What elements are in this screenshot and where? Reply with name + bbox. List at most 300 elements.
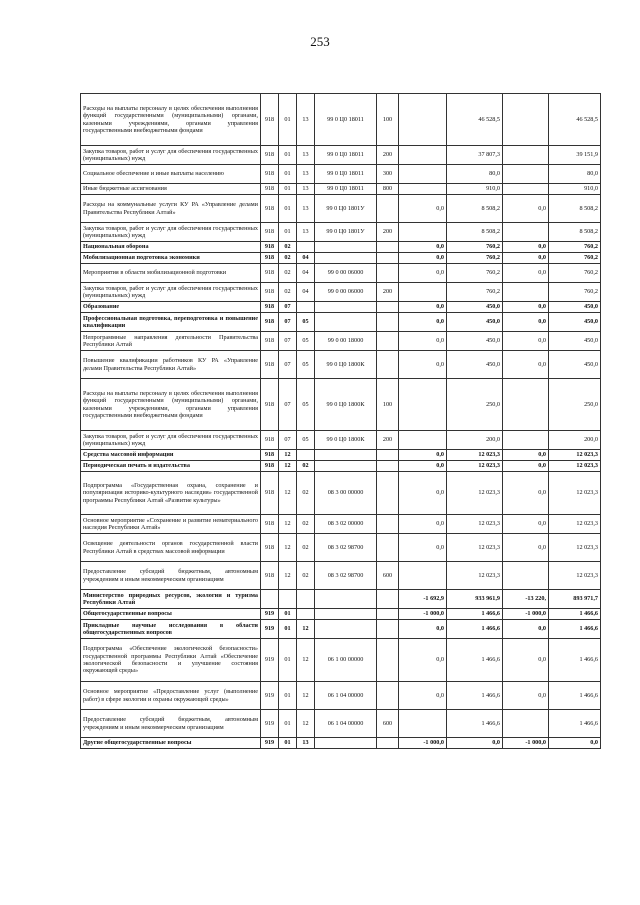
row-expense-type	[377, 534, 399, 562]
row-value-2: 450,0	[447, 313, 503, 332]
row-target-article: 99 0 Ц0 1801У	[315, 223, 377, 242]
row-value-2: 450,0	[447, 332, 503, 351]
row-value-1: 0,0	[399, 450, 447, 461]
row-section: 07	[279, 431, 297, 450]
row-value-3: 0,0	[503, 461, 549, 472]
row-section: 02	[279, 242, 297, 253]
row-value-3	[503, 283, 549, 302]
page-number: 253	[310, 34, 330, 49]
row-section: 07	[279, 302, 297, 313]
table-row	[81, 302, 601, 313]
row-grbs: 919	[261, 620, 279, 639]
row-target-article	[315, 590, 377, 609]
row-grbs	[261, 590, 279, 609]
row-section: 01	[279, 620, 297, 639]
row-value-3: 0,0	[503, 682, 549, 710]
row-value-4: 760,2	[549, 264, 601, 283]
table-row	[81, 264, 601, 283]
row-grbs: 918	[261, 264, 279, 283]
row-value-3: 0,0	[503, 351, 549, 379]
row-value-4: 1 466,6	[549, 710, 601, 738]
row-subsection	[297, 302, 315, 313]
row-value-3	[503, 184, 549, 195]
row-value-3	[503, 146, 549, 165]
row-section: 02	[279, 264, 297, 283]
row-value-1: -1 692,9	[399, 590, 447, 609]
table-row	[81, 461, 601, 472]
row-name: Закупка товаров, работ и услуг для обеспечения государственных (муниципальных) нужд	[81, 283, 261, 302]
row-subsection: 13	[297, 223, 315, 242]
row-value-4: 250,0	[549, 379, 601, 431]
row-target-article: 99 0 00 06000	[315, 264, 377, 283]
row-expense-type: 100	[377, 94, 399, 146]
table-row	[81, 253, 601, 264]
row-section: 07	[279, 313, 297, 332]
row-value-3: 0,0	[503, 195, 549, 223]
row-value-2: 450,0	[447, 302, 503, 313]
row-value-4: 12 023,3	[549, 461, 601, 472]
row-target-article	[315, 461, 377, 472]
row-grbs: 918	[261, 472, 279, 515]
row-expense-type	[377, 242, 399, 253]
row-value-2: 450,0	[447, 351, 503, 379]
row-value-1: 0,0	[399, 620, 447, 639]
row-value-2: 12 023,3	[447, 472, 503, 515]
row-grbs: 918	[261, 242, 279, 253]
row-grbs: 919	[261, 639, 279, 682]
row-grbs: 918	[261, 94, 279, 146]
row-value-2: 760,2	[447, 253, 503, 264]
row-value-2: 37 807,3	[447, 146, 503, 165]
row-value-2: 46 528,5	[447, 94, 503, 146]
row-value-4: 893 971,7	[549, 590, 601, 609]
row-value-4: 12 023,3	[549, 515, 601, 534]
row-value-2: 200,0	[447, 431, 503, 450]
row-value-2: 250,0	[447, 379, 503, 431]
row-expense-type	[377, 253, 399, 264]
row-target-article: 99 0 Ц0 1801У	[315, 195, 377, 223]
row-value-1: -1 000,0	[399, 609, 447, 620]
row-expense-type	[377, 264, 399, 283]
row-grbs: 919	[261, 738, 279, 749]
row-value-3: 0,0	[503, 620, 549, 639]
row-name: Предоставление субсидий бюджетным, автономным учреждениям и иным некоммерческим организациям	[81, 710, 261, 738]
row-subsection: 04	[297, 283, 315, 302]
row-section: 01	[279, 146, 297, 165]
row-value-4: 760,2	[549, 242, 601, 253]
row-name: Закупка товаров, работ и услуг для обеспечения государственных (муниципальных) нужд	[81, 146, 261, 165]
table-body	[81, 94, 601, 749]
row-section: 12	[279, 515, 297, 534]
row-subsection	[297, 609, 315, 620]
row-name: Периодическая печать и издательства	[81, 461, 261, 472]
row-section: 12	[279, 450, 297, 461]
row-section: 07	[279, 332, 297, 351]
row-target-article	[315, 253, 377, 264]
row-value-1: 0,0	[399, 639, 447, 682]
row-value-1: -1 000,0	[399, 738, 447, 749]
row-value-2: 1 466,6	[447, 710, 503, 738]
row-value-1: 0,0	[399, 682, 447, 710]
row-value-1: 0,0	[399, 242, 447, 253]
row-subsection: 12	[297, 710, 315, 738]
row-expense-type: 200	[377, 146, 399, 165]
row-value-3	[503, 223, 549, 242]
row-expense-type	[377, 682, 399, 710]
row-section: 02	[279, 283, 297, 302]
row-value-3: -13 220,	[503, 590, 549, 609]
table-row	[81, 184, 601, 195]
row-value-1: 0,0	[399, 351, 447, 379]
row-name: Повышение квалификации работников КУ РА «Управление делами Правительства Республики Алтай»	[81, 351, 261, 379]
row-target-article: 06 1 04 00000	[315, 682, 377, 710]
row-target-article	[315, 738, 377, 749]
row-value-2: 910,0	[447, 184, 503, 195]
row-grbs: 918	[261, 534, 279, 562]
row-target-article: 99 0 00 06000	[315, 283, 377, 302]
row-section: 12	[279, 461, 297, 472]
row-subsection: 04	[297, 264, 315, 283]
table-row	[81, 431, 601, 450]
row-value-3: 0,0	[503, 472, 549, 515]
row-expense-type	[377, 351, 399, 379]
row-value-3	[503, 165, 549, 184]
row-value-2: 1 466,6	[447, 639, 503, 682]
row-value-1: 0,0	[399, 515, 447, 534]
row-target-article	[315, 313, 377, 332]
table-row	[81, 94, 601, 146]
row-subsection: 05	[297, 313, 315, 332]
row-grbs: 918	[261, 332, 279, 351]
row-value-1	[399, 165, 447, 184]
row-value-2: 8 508,2	[447, 195, 503, 223]
row-expense-type	[377, 313, 399, 332]
row-section: 01	[279, 94, 297, 146]
row-expense-type: 300	[377, 165, 399, 184]
row-name: Средства массовой информации	[81, 450, 261, 461]
row-value-3: 0,0	[503, 264, 549, 283]
table-row	[81, 450, 601, 461]
table-row	[81, 562, 601, 590]
row-value-4: 12 023,3	[549, 472, 601, 515]
row-target-article	[315, 450, 377, 461]
row-name: Основное мероприятие «Сохранение и развитие нематериального наследия Республики Алтай»	[81, 515, 261, 534]
row-value-1: 0,0	[399, 472, 447, 515]
row-subsection: 05	[297, 431, 315, 450]
row-name: Мероприятия в области мобилизационной подготовки	[81, 264, 261, 283]
row-value-1	[399, 710, 447, 738]
row-name: Социальное обеспечение и иные выплаты населению	[81, 165, 261, 184]
row-name: Подпрограмма «Государственная охрана, сохранение и популяризация историко-культурного наследия» государственной программы Республики Алтай «Развитие культуры»	[81, 472, 261, 515]
row-value-4: 1 466,6	[549, 682, 601, 710]
row-value-1	[399, 223, 447, 242]
row-value-3	[503, 562, 549, 590]
row-value-2: 760,2	[447, 264, 503, 283]
row-value-2: 760,2	[447, 283, 503, 302]
row-subsection	[297, 242, 315, 253]
row-grbs: 919	[261, 609, 279, 620]
table-row	[81, 223, 601, 242]
row-grbs: 918	[261, 184, 279, 195]
table-row	[81, 515, 601, 534]
row-value-3	[503, 94, 549, 146]
row-value-4: 200,0	[549, 431, 601, 450]
row-target-article	[315, 302, 377, 313]
row-value-4: 450,0	[549, 351, 601, 379]
row-expense-type	[377, 461, 399, 472]
row-value-1: 0,0	[399, 195, 447, 223]
row-value-4: 8 508,2	[549, 195, 601, 223]
row-section: 01	[279, 223, 297, 242]
row-expense-type	[377, 450, 399, 461]
row-subsection	[297, 590, 315, 609]
row-subsection: 05	[297, 332, 315, 351]
row-name: Прикладные научные исследования в области общегосударственных вопросов	[81, 620, 261, 639]
row-subsection: 02	[297, 534, 315, 562]
row-subsection: 04	[297, 253, 315, 264]
row-target-article: 08 3 02 98700	[315, 534, 377, 562]
row-subsection: 12	[297, 639, 315, 682]
row-name: Освещение деятельности органов государственной власти Республики Алтай в средствах массовой информации	[81, 534, 261, 562]
row-value-3: 0,0	[503, 639, 549, 682]
row-section: 01	[279, 195, 297, 223]
row-subsection: 02	[297, 515, 315, 534]
row-value-1: 0,0	[399, 534, 447, 562]
row-value-3	[503, 710, 549, 738]
row-expense-type: 100	[377, 379, 399, 431]
row-expense-type	[377, 302, 399, 313]
row-value-4: 46 528,5	[549, 94, 601, 146]
row-value-2: 12 023,3	[447, 461, 503, 472]
row-expense-type	[377, 620, 399, 639]
row-value-3: 0,0	[503, 302, 549, 313]
row-name: Расходы на выплаты персоналу в целях обеспечения выполнения функций государственными (муниципальными) органами, казенными учреждениями, органами управления государственными внебюджетными фондами	[81, 379, 261, 431]
row-name: Общегосударственные вопросы	[81, 609, 261, 620]
row-value-4: 8 508,2	[549, 223, 601, 242]
row-value-3: 0,0	[503, 242, 549, 253]
row-target-article: 99 0 00 18000	[315, 332, 377, 351]
row-grbs: 918	[261, 165, 279, 184]
row-value-4: 39 151,9	[549, 146, 601, 165]
row-expense-type	[377, 590, 399, 609]
row-value-2: 12 023,3	[447, 562, 503, 590]
row-name: Образование	[81, 302, 261, 313]
row-value-3: 0,0	[503, 534, 549, 562]
row-value-4: 1 466,6	[549, 620, 601, 639]
row-value-3: -1 000,0	[503, 609, 549, 620]
row-value-1	[399, 379, 447, 431]
row-subsection: 13	[297, 94, 315, 146]
row-name: Закупка товаров, работ и услуг для обеспечения государственных (муниципальных) нужд	[81, 223, 261, 242]
row-grbs: 918	[261, 253, 279, 264]
table-row	[81, 738, 601, 749]
row-expense-type	[377, 609, 399, 620]
row-target-article	[315, 609, 377, 620]
row-value-4: 80,0	[549, 165, 601, 184]
row-name: Мобилизационная подготовка экономики	[81, 253, 261, 264]
row-target-article: 99 0 Ц0 1800К	[315, 351, 377, 379]
row-value-3: 0,0	[503, 332, 549, 351]
row-name: Закупка товаров, работ и услуг для обеспечения государственных (муниципальных) нужд	[81, 431, 261, 450]
row-target-article: 99 0 Ц0 18011	[315, 94, 377, 146]
row-subsection: 13	[297, 195, 315, 223]
row-grbs: 918	[261, 431, 279, 450]
row-target-article	[315, 620, 377, 639]
row-target-article: 99 0 Ц0 1800К	[315, 431, 377, 450]
table-row	[81, 242, 601, 253]
table-row	[81, 472, 601, 515]
row-subsection	[297, 450, 315, 461]
row-value-3: 0,0	[503, 515, 549, 534]
row-grbs: 918	[261, 146, 279, 165]
row-value-2: 0,0	[447, 738, 503, 749]
table-row	[81, 332, 601, 351]
row-name: Подпрограмма «Обеспечение экологической безопасности» государственной программы Республики Алтай «Обеспечение экологической безопасности и улучшение состояния окружающей среды»	[81, 639, 261, 682]
row-value-1: 0,0	[399, 332, 447, 351]
row-target-article	[315, 242, 377, 253]
row-expense-type	[377, 332, 399, 351]
row-subsection: 02	[297, 472, 315, 515]
row-expense-type: 800	[377, 184, 399, 195]
row-subsection: 13	[297, 738, 315, 749]
row-value-4: 1 466,6	[549, 639, 601, 682]
row-value-2: 80,0	[447, 165, 503, 184]
row-value-4: 760,2	[549, 253, 601, 264]
row-value-4: 450,0	[549, 302, 601, 313]
row-value-1: 0,0	[399, 264, 447, 283]
row-section: 07	[279, 379, 297, 431]
row-value-2: 12 023,3	[447, 534, 503, 562]
row-grbs: 918	[261, 461, 279, 472]
row-value-2: 933 961,9	[447, 590, 503, 609]
row-value-1: 0,0	[399, 313, 447, 332]
row-expense-type	[377, 639, 399, 682]
row-section	[279, 590, 297, 609]
row-subsection: 12	[297, 682, 315, 710]
row-expense-type: 200	[377, 223, 399, 242]
row-expense-type	[377, 472, 399, 515]
row-target-article: 99 0 Ц0 18011	[315, 165, 377, 184]
row-subsection: 02	[297, 461, 315, 472]
row-grbs: 918	[261, 562, 279, 590]
row-expense-type: 600	[377, 562, 399, 590]
row-value-3: 0,0	[503, 253, 549, 264]
row-value-4: 910,0	[549, 184, 601, 195]
row-value-1	[399, 184, 447, 195]
row-value-2: 760,2	[447, 242, 503, 253]
row-name: Другие общегосударственные вопросы	[81, 738, 261, 749]
row-value-1	[399, 431, 447, 450]
row-section: 01	[279, 738, 297, 749]
row-grbs: 918	[261, 223, 279, 242]
row-value-4: 12 023,3	[549, 450, 601, 461]
row-section: 01	[279, 165, 297, 184]
row-name: Иные бюджетные ассигнования	[81, 184, 261, 195]
table-row	[81, 146, 601, 165]
table-row	[81, 534, 601, 562]
table-row	[81, 620, 601, 639]
table-row	[81, 609, 601, 620]
row-expense-type	[377, 515, 399, 534]
row-value-1	[399, 146, 447, 165]
row-target-article: 06 1 04 00000	[315, 710, 377, 738]
table-row	[81, 351, 601, 379]
row-target-article: 08 3 02 98700	[315, 562, 377, 590]
row-grbs: 918	[261, 195, 279, 223]
row-name: Предоставление субсидий бюджетным, автономным учреждениям и иным некоммерческим организациям	[81, 562, 261, 590]
row-name: Основное мероприятие «Предоставление услуг (выполнение работ) в сфере экологии и охраны окружающей среды»	[81, 682, 261, 710]
row-value-2: 1 466,6	[447, 620, 503, 639]
row-grbs: 918	[261, 351, 279, 379]
row-expense-type	[377, 738, 399, 749]
row-name: Расходы на коммунальные услуги КУ РА «Управление делами Правительства Республики Алтай»	[81, 195, 261, 223]
row-subsection: 13	[297, 184, 315, 195]
row-value-4: 450,0	[549, 313, 601, 332]
row-name: Министерство природных ресурсов, экологии и туризма Республики Алтай	[81, 590, 261, 609]
table-row	[81, 710, 601, 738]
row-expense-type: 200	[377, 283, 399, 302]
row-value-2: 1 466,6	[447, 609, 503, 620]
row-expense-type: 200	[377, 431, 399, 450]
row-value-2: 1 466,6	[447, 682, 503, 710]
row-value-3: 0,0	[503, 313, 549, 332]
row-subsection: 13	[297, 165, 315, 184]
row-value-1: 0,0	[399, 253, 447, 264]
row-grbs: 918	[261, 302, 279, 313]
table-row	[81, 283, 601, 302]
row-target-article: 08 3 00 00000	[315, 472, 377, 515]
row-grbs: 919	[261, 710, 279, 738]
row-subsection: 05	[297, 351, 315, 379]
row-subsection: 13	[297, 146, 315, 165]
table-row	[81, 379, 601, 431]
row-value-1: 0,0	[399, 461, 447, 472]
table-row	[81, 195, 601, 223]
row-value-4: 12 023,3	[549, 562, 601, 590]
table-row	[81, 590, 601, 609]
row-target-article: 06 1 00 00000	[315, 639, 377, 682]
row-section: 12	[279, 562, 297, 590]
row-grbs: 918	[261, 450, 279, 461]
table-row	[81, 165, 601, 184]
row-value-2: 12 023,3	[447, 515, 503, 534]
row-name: Непрограммные направления деятельности Правительства Республики Алтай	[81, 332, 261, 351]
row-value-4: 760,2	[549, 283, 601, 302]
row-expense-type	[377, 195, 399, 223]
row-value-4: 12 023,3	[549, 534, 601, 562]
row-section: 01	[279, 710, 297, 738]
row-subsection: 05	[297, 379, 315, 431]
table-row	[81, 639, 601, 682]
row-section: 01	[279, 682, 297, 710]
row-section: 12	[279, 472, 297, 515]
row-expense-type: 600	[377, 710, 399, 738]
row-grbs: 919	[261, 682, 279, 710]
table-row	[81, 682, 601, 710]
row-section: 02	[279, 253, 297, 264]
row-value-3: 0,0	[503, 450, 549, 461]
row-subsection: 12	[297, 620, 315, 639]
row-value-1	[399, 283, 447, 302]
row-subsection: 02	[297, 562, 315, 590]
row-value-3	[503, 379, 549, 431]
budget-table	[80, 93, 601, 749]
row-section: 01	[279, 639, 297, 682]
row-target-article: 08 3 02 00000	[315, 515, 377, 534]
row-target-article: 99 0 Ц0 18011	[315, 184, 377, 195]
row-value-4: 450,0	[549, 332, 601, 351]
row-grbs: 918	[261, 515, 279, 534]
